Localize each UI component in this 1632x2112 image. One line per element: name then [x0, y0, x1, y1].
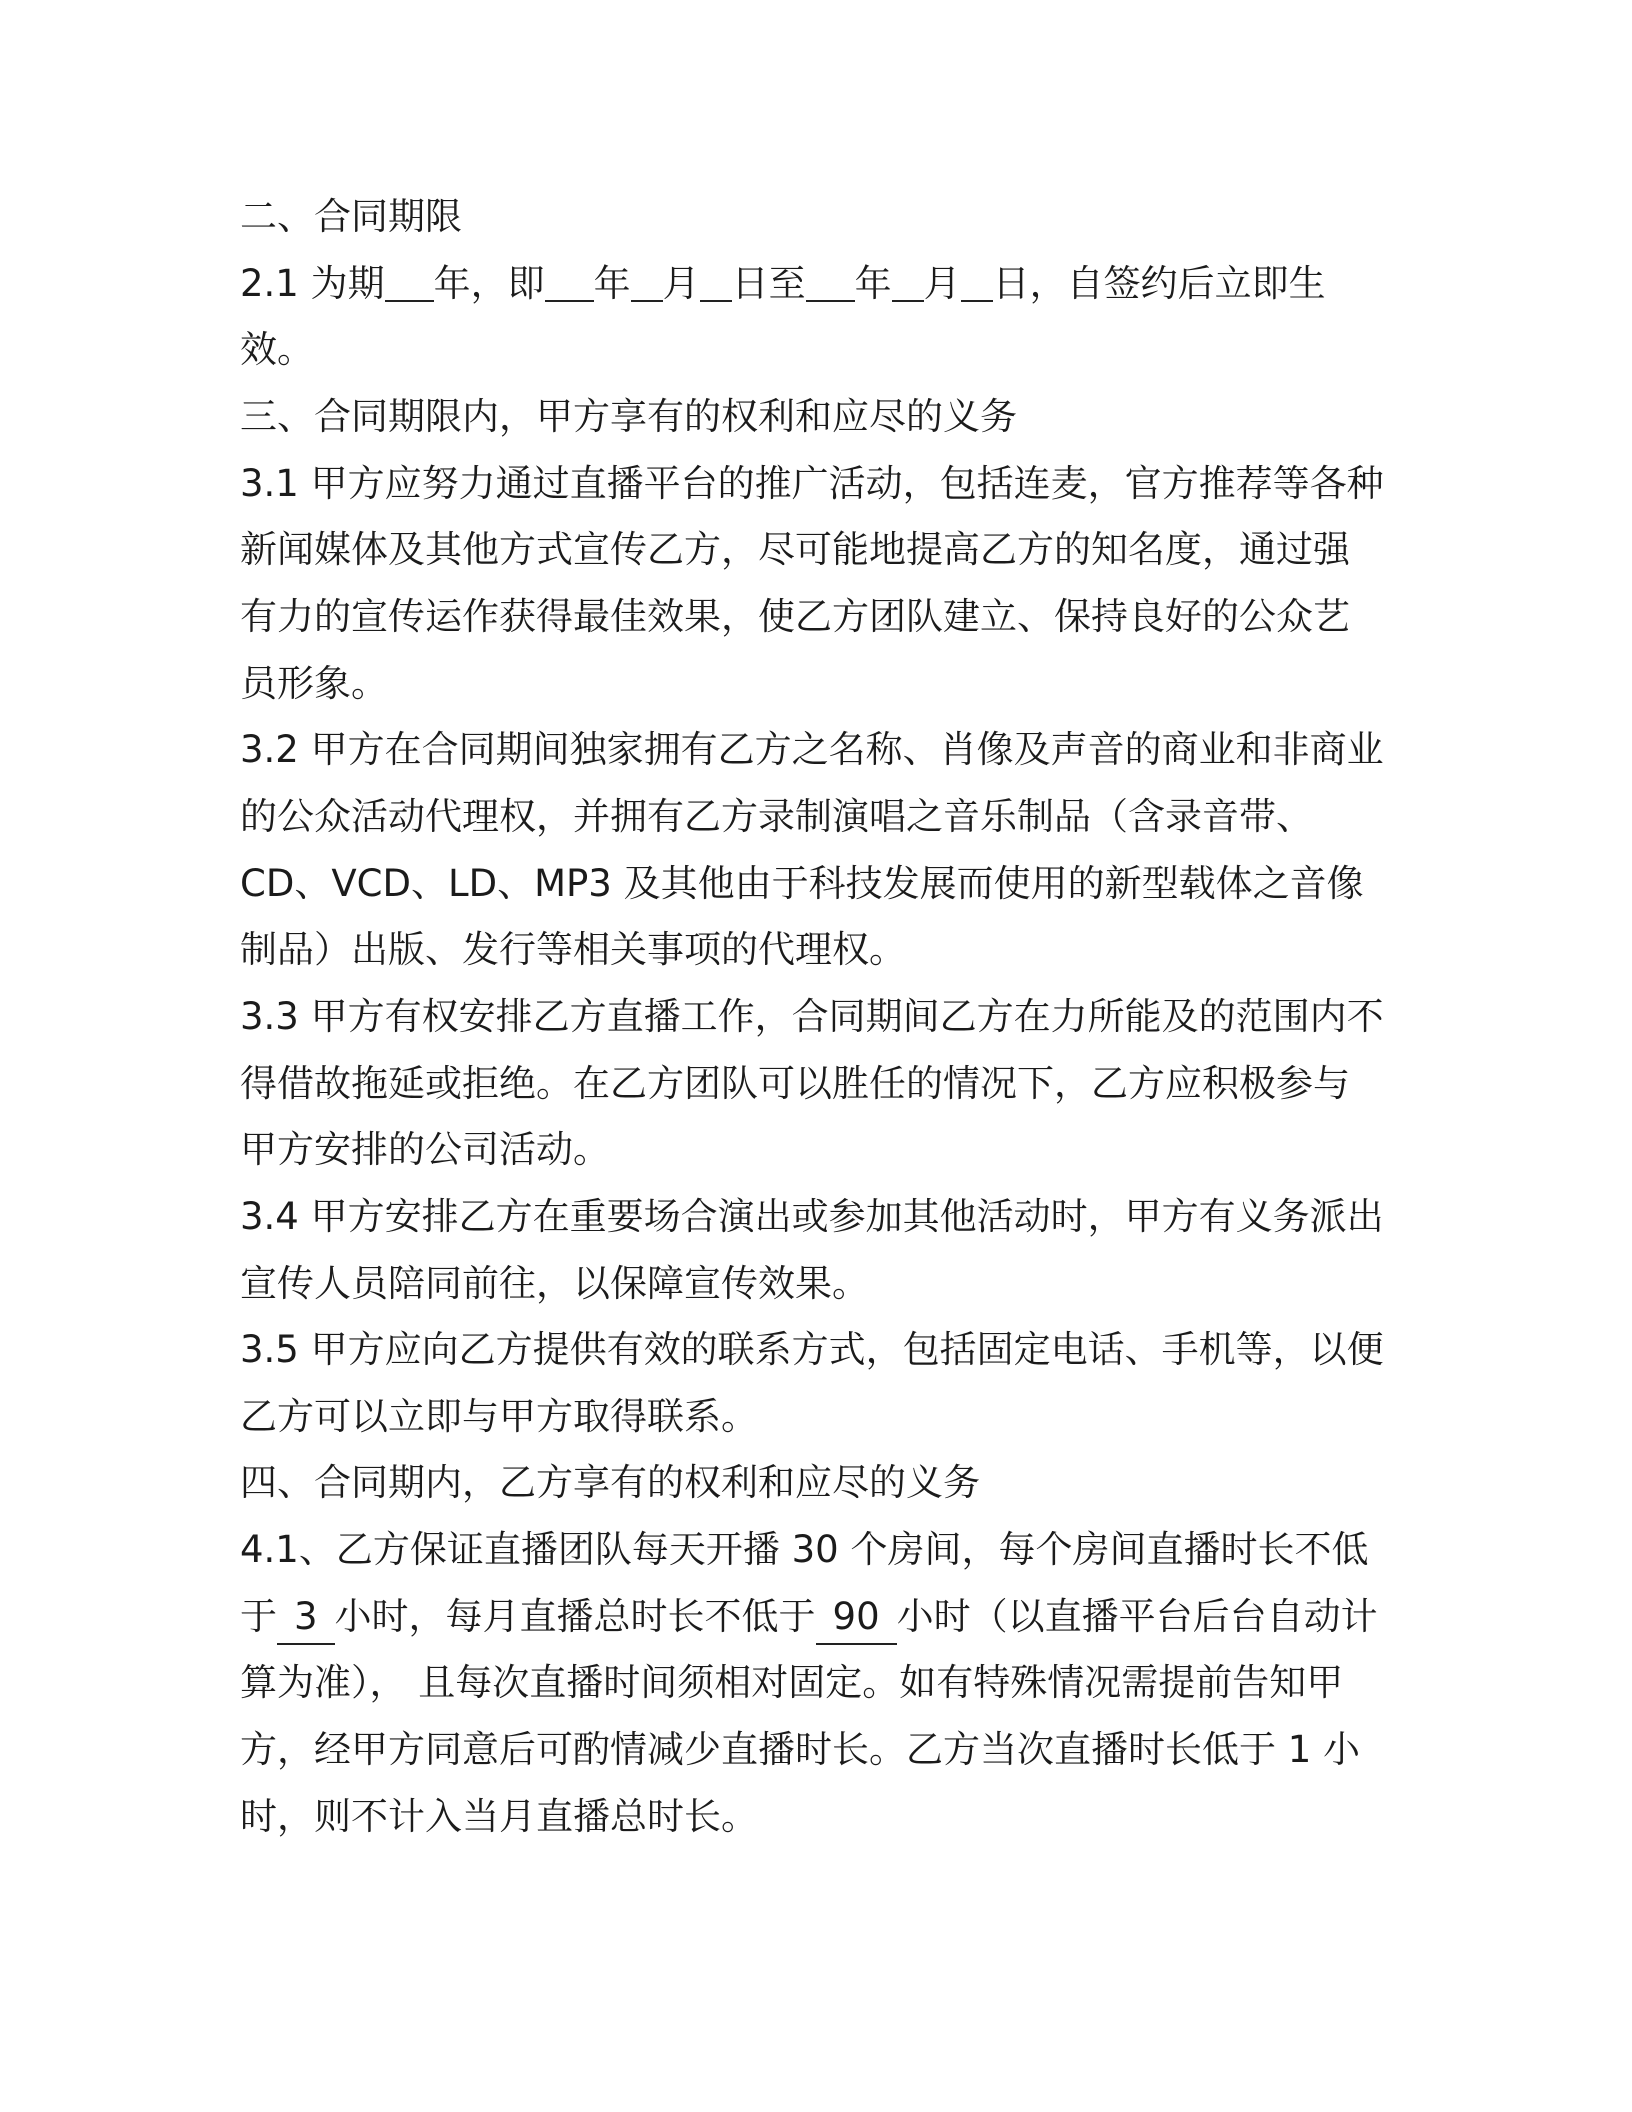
section-heading: 三、合同期限内，甲方享有的权利和应尽的义务: [240, 394, 1017, 438]
clause-3-1-line: 有力的宣传运作获得最佳效果，使乙方团队建立、保持良好的公众艺: [240, 594, 1350, 638]
clause-text: 月: [923, 261, 961, 305]
clause-4-1-line: 方，经甲方同意后可酌情减少直播时长。乙方当次直播时长低于 1 小: [240, 1728, 1361, 1772]
clause-3-5: [240, 1317, 1440, 1450]
clause-3-3-line: 甲方安排的公司活动。: [240, 1128, 610, 1172]
clause-3-4: [240, 1184, 1440, 1317]
fill-in-blank-start-day: [700, 263, 732, 302]
clause-3-2-line: CD、VCD、LD、MP3 及其他由于科技发展而使用的新型载体之音像: [240, 861, 1364, 905]
section-2: [240, 184, 1440, 384]
section-4: [240, 1450, 1440, 1850]
fill-in-blank-start-month: [631, 263, 663, 302]
clause-3-5-line: 3.5 甲方应向乙方提供有效的联系方式，包括固定电话、手机等，以便: [240, 1328, 1384, 1372]
clause-text: 小时，每月直播总时长不低于: [334, 1594, 816, 1638]
clause-4-1: [240, 1517, 1440, 1850]
clause-3-5-line: 乙方可以立即与甲方取得联系。: [240, 1394, 758, 1438]
clause-text: 日，自签约后立即生: [992, 261, 1326, 305]
clause-text: 小时（以直播平台后台自动计: [896, 1594, 1378, 1638]
clause-2-1: [240, 251, 1440, 384]
clause-3-3: [240, 984, 1440, 1184]
clause-text: 年，即: [433, 261, 545, 305]
clause-3-1: [240, 451, 1440, 718]
clause-text: 月: [662, 261, 700, 305]
fill-in-blank-end-day: [961, 263, 993, 302]
clause-4-1-line: 4.1、乙方保证直播团队每天开播 30 个房间，每个房间直播时长不低: [240, 1528, 1369, 1572]
daily-hours-value: 3: [277, 1598, 335, 1645]
document-body: [240, 184, 1440, 1850]
clause-3-3-line: 3.3 甲方有权安排乙方直播工作，合同期间乙方在力所能及的范围内不: [240, 994, 1384, 1038]
clause-4-1-line: 时，则不计入当月直播总时长。: [240, 1794, 758, 1838]
clause-text: 年: [593, 261, 631, 305]
clause-4-1-line: [240, 1584, 1440, 1651]
fill-in-blank-years: [385, 263, 434, 302]
clause-text: 2.1 为期: [240, 261, 385, 305]
clause-3-4-line: 宣传人员陪同前往，以保障宣传效果。: [240, 1261, 869, 1305]
fill-in-blank-end-year: [806, 263, 855, 302]
section-heading: 二、合同期限: [240, 195, 462, 238]
clause-text: 年: [854, 261, 892, 305]
clause-text: 日至: [731, 261, 806, 305]
clause-3-2-line: 的公众活动代理权，并拥有乙方录制演唱之音乐制品（含录音带、: [240, 794, 1313, 838]
monthly-hours-value: 90: [816, 1598, 897, 1645]
clause-3-3-line: 得借故拖延或拒绝。在乙方团队可以胜任的情况下，乙方应积极参与: [240, 1061, 1350, 1105]
clause-2-1-line: [240, 251, 1440, 318]
clause-2-1-line: 效。: [240, 328, 314, 372]
clause-3-2-line: 制品）出版、发行等相关事项的代理权。: [240, 928, 906, 972]
clause-3-1-line: 新闻媒体及其他方式宣传乙方，尽可能地提高乙方的知名度，通过强: [240, 528, 1350, 572]
fill-in-blank-start-year: [545, 263, 594, 302]
clause-4-1-line: 算为准）， 且每次直播时间须相对固定。如有特殊情况需提前告知甲: [240, 1661, 1344, 1705]
clause-text: 于: [240, 1594, 277, 1638]
clause-3-2: [240, 717, 1440, 984]
clause-3-2-line: 3.2 甲方在合同期间独家拥有乙方之名称、肖像及声音的商业和非商业: [240, 728, 1384, 772]
section-3: [240, 384, 1440, 1451]
fill-in-blank-end-month: [892, 263, 924, 302]
clause-3-1-line: 员形象。: [240, 661, 388, 705]
clause-3-1-line: 3.1 甲方应努力通过直播平台的推广活动，包括连麦，官方推荐等各种: [240, 461, 1384, 505]
clause-3-4-line: 3.4 甲方安排乙方在重要场合演出或参加其他活动时，甲方有义务派出: [240, 1194, 1384, 1238]
section-heading: 四、合同期内，乙方享有的权利和应尽的义务: [240, 1461, 980, 1505]
